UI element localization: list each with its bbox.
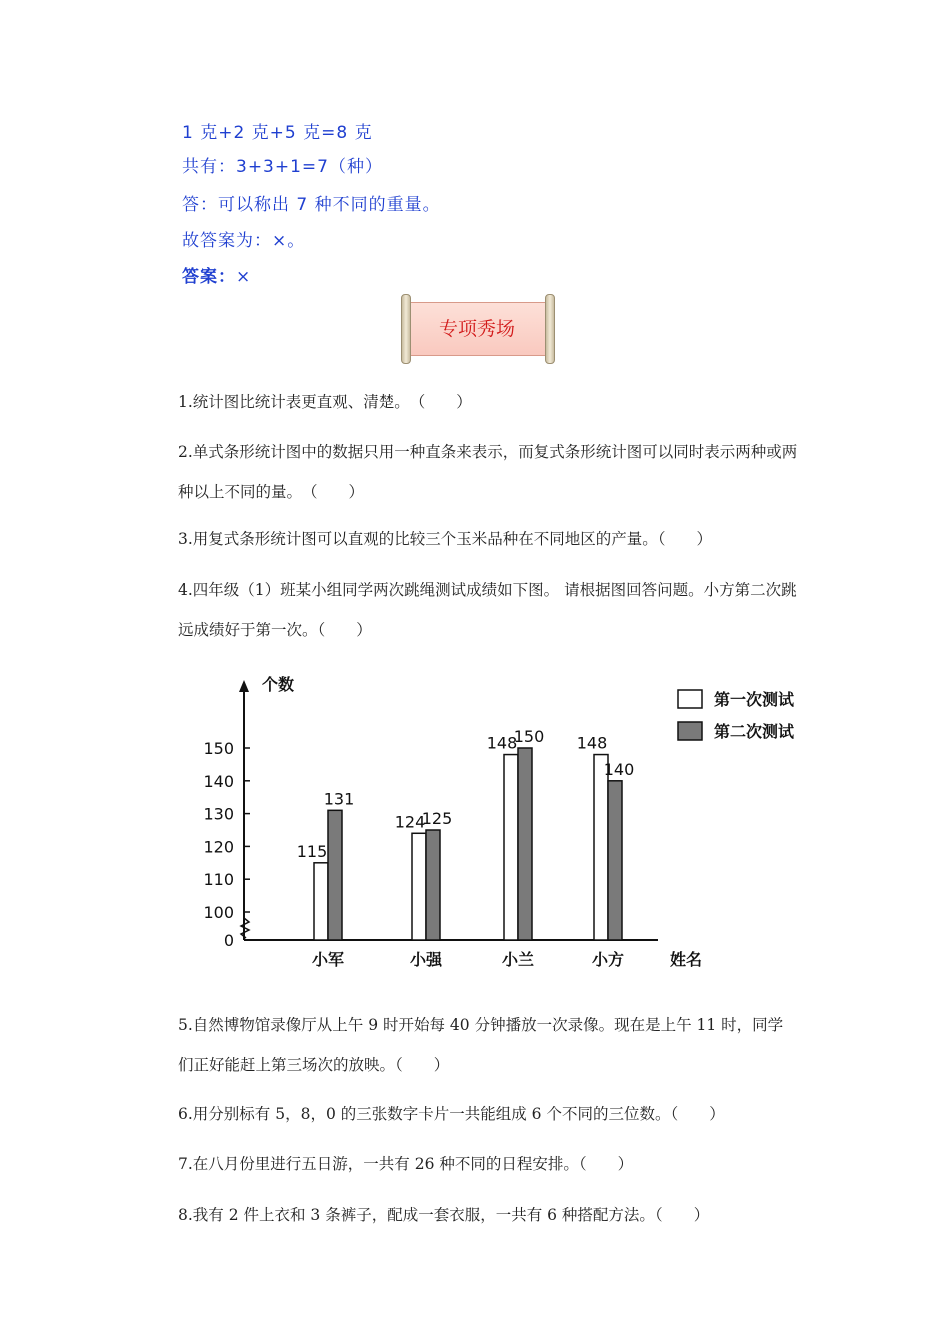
section-title: 专项秀场 [438,318,515,340]
bar [608,781,622,940]
y-tick-label: 140 [203,771,234,791]
legend-swatch [678,690,702,708]
x-tick-label: 小兰 [501,950,535,969]
bar-value-label: 148 [486,733,518,753]
question-8: 8.我有 2 件上衣和 3 条裤子，配成一套衣服，一共有 6 种搭配方法。（ ） [178,1206,710,1224]
answer-value: × [236,267,252,287]
legend-label: 第二次测试 [714,722,795,741]
x-tick-label: 小强 [409,950,443,969]
solution-line-4: 故答案为：×。 [182,231,306,251]
bar [328,810,342,940]
question-6: 6.用分别标有 5，8，0 的三张数字卡片一共能组成 6 个不同的三位数。（ ） [178,1105,725,1123]
bar [314,863,328,940]
legend-label: 第一次测试 [714,690,795,709]
bar [412,833,426,940]
solution-line-2: 共有：3+3+1=7（种） [182,157,383,177]
y-tick-label: 150 [203,739,234,758]
y-tick-label: 130 [203,804,234,824]
bar [426,830,440,940]
bar-value-label: 140 [603,759,635,779]
section-banner [395,294,560,362]
question-1: 1.统计图比统计表更直观、清楚。 （ ） [178,393,472,411]
question-5: 5.自然博物馆录像厅从上午 9 时开始每 40 分钟播放一次录像。现在是上午 11 时，同学们正好能赶上第三场次的放映。（ ） [178,1016,784,1074]
bar [594,755,608,940]
bar-value-label: 115 [296,841,328,861]
solution-line-1: 1 克+2 克+5 克=8 克 [182,123,373,143]
bar-value-label: 150 [513,727,545,746]
question-7: 7.在八月份里进行五日游，一共有 26 种不同的日程安排。（ ） [178,1155,634,1173]
y-axis-label: 个数 [262,675,295,694]
question-3: 3.用复式条形统计图可以直观的比较三个玉米品种在不同地区的产量。（ ） [178,530,713,548]
y-tick-label: 120 [203,837,234,857]
answer-line [182,262,251,287]
answer-label: 答案： [182,267,236,287]
x-tick-label: 小军 [311,950,345,969]
x-tick-label: 小方 [591,950,625,969]
y-tick-label: 110 [203,870,234,890]
bar [518,748,532,940]
bar-chart [200,672,840,982]
bar-value-label: 148 [576,733,608,753]
bar-value-label: 124 [394,812,426,832]
y-tick-label: 100 [203,903,234,922]
legend-swatch [678,722,702,740]
y-axis-arrow [239,680,249,692]
bar-value-label: 131 [323,789,355,809]
y-tick-label: 0 [223,931,234,950]
x-axis-label: 姓名 [670,950,703,969]
solution-line-3: 答：可以称出 7 种不同的重量。 [182,195,441,215]
bar [504,755,518,940]
bar-value-label: 125 [421,809,453,828]
question-2: 2.单式条形统计图中的数据只用一种直条来表示，而复式条形统计图可以同时表示两种或两种以上不同的量。 （ ） [178,443,798,501]
question-4: 4.四年级（1）班某小组同学两次跳绳测试成绩如下图。 请根据图回答问题。小方第二次跳远成绩好于第一次。（ ） [178,581,797,639]
